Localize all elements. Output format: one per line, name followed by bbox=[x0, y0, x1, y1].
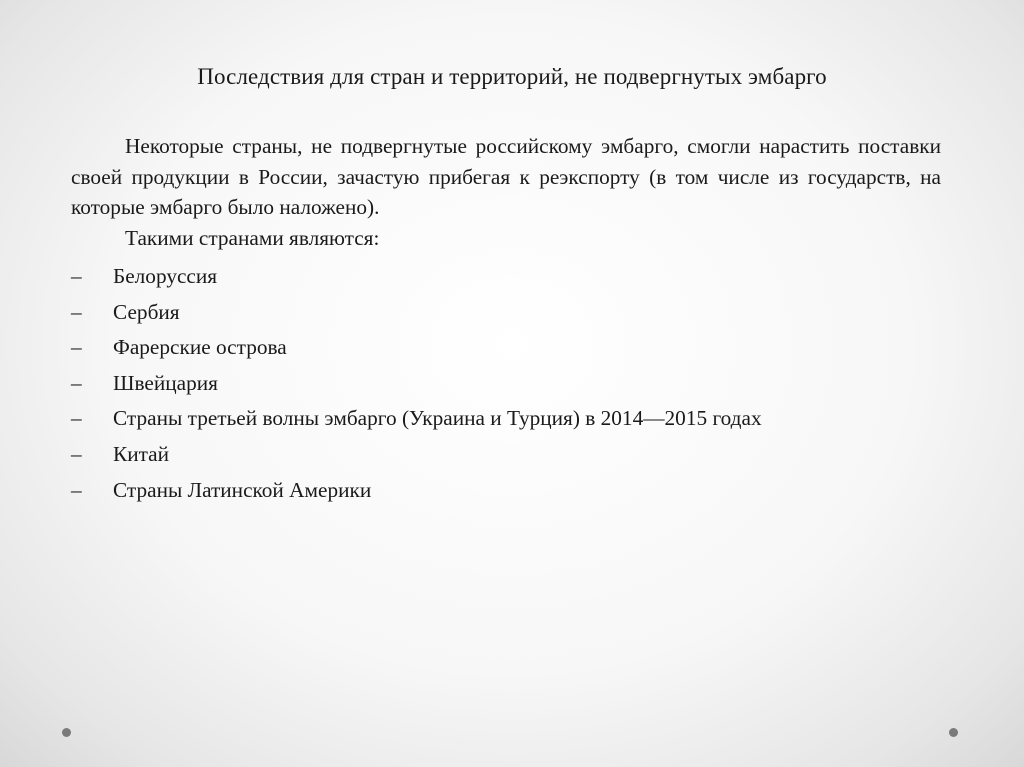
list-item bbox=[71, 439, 941, 475]
slide-body bbox=[71, 131, 941, 510]
list-item bbox=[71, 403, 941, 439]
dash-bullet-icon: – bbox=[71, 406, 82, 431]
country-list bbox=[71, 261, 941, 510]
list-item bbox=[71, 475, 941, 511]
list-item-text: Швейцария bbox=[113, 370, 218, 395]
dash-bullet-icon: – bbox=[71, 264, 82, 288]
list-item-text: Фарерские острова bbox=[113, 335, 287, 360]
list-item-text: Белоруссия bbox=[113, 264, 218, 288]
list-item bbox=[71, 332, 941, 368]
list-item-text: Китай bbox=[113, 441, 170, 466]
nav-dot-right-icon bbox=[949, 728, 958, 737]
body-paragraph: Некоторые страны, не подвергнутые российскому эмбарго, смогли нарастить поставки своей продукции в России, зачастую прибегая к реэкспорту (в том числе из государств, на которые эмбарго было наложено). bbox=[71, 134, 941, 219]
slide-title: Последствия для стран и территорий, не подвергнутых эмбарго bbox=[197, 64, 827, 89]
list-item bbox=[71, 297, 941, 333]
list-item bbox=[71, 368, 941, 404]
dash-bullet-icon: – bbox=[71, 370, 82, 395]
list-item-text: Страны третьей волны эмбарго (Украина и Турция) в 2014—2015 годах bbox=[113, 406, 762, 431]
list-item bbox=[71, 261, 941, 297]
list-item-text: Сербия bbox=[113, 299, 180, 324]
list-item-text: Страны Латинской Америки bbox=[113, 477, 372, 502]
dash-bullet-icon: – bbox=[71, 335, 82, 360]
dash-bullet-icon: – bbox=[71, 477, 82, 502]
nav-dot-left-icon bbox=[62, 728, 71, 737]
dash-bullet-icon: – bbox=[71, 441, 82, 466]
dash-bullet-icon: – bbox=[71, 299, 82, 324]
list-intro: Такими странами являются: bbox=[125, 225, 380, 250]
